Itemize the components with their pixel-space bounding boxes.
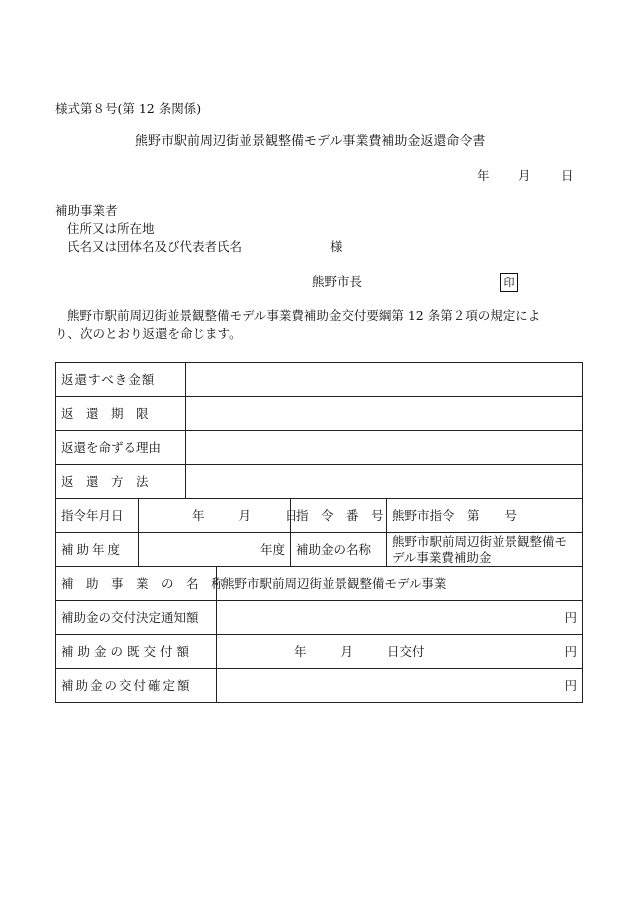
table-row xyxy=(56,363,583,397)
reason-label: 返還を命ずる理由 xyxy=(56,431,186,465)
confirmed-amount-value xyxy=(217,669,583,703)
subsidy-name-label: 補助金の名称 xyxy=(291,533,387,567)
form-number: 様式第８号(第 12 条関係) xyxy=(55,101,202,116)
paid-month: 月 xyxy=(340,643,353,659)
yen-unit: 円 xyxy=(564,609,578,625)
order-number-label: 指 令 番 号 xyxy=(291,499,387,533)
paid-day-issued: 日交付 xyxy=(386,643,425,659)
body-text-line2: り、次のとおり返還を命じます。 xyxy=(55,326,242,341)
project-name-value: 熊野市駅前周辺街並景観整備モデル事業 xyxy=(217,567,583,601)
body-text-line1: 熊野市駅前周辺街並景観整備モデル事業費補助金交付要綱第 12 条第２項の規定によ xyxy=(67,308,541,323)
method-label: 返 還 方 法 xyxy=(56,465,186,499)
order-date-year: 年 xyxy=(191,507,205,523)
notified-amount-value xyxy=(217,601,583,635)
yen-unit: 円 xyxy=(564,643,578,659)
date-year: 年 xyxy=(477,168,490,183)
fiscal-year-value xyxy=(139,533,291,567)
date-month: 月 xyxy=(518,168,531,183)
amount-label: 返還すべき金額 xyxy=(56,363,186,397)
document-title: 熊野市駅前周辺街並景観整備モデル事業費補助金返還命令書 xyxy=(135,134,486,149)
paid-year: 年 xyxy=(294,643,307,659)
table-row xyxy=(56,601,583,635)
table-row xyxy=(56,397,583,431)
table-row xyxy=(56,465,583,499)
fiscal-year-suffix: 年度 xyxy=(260,541,286,557)
paid-date xyxy=(222,644,424,660)
subsidy-name-value: 熊野市駅前周辺街並景観整備モデル事業費補助金 xyxy=(387,533,583,567)
order-number-value: 熊野市指令 第 号 xyxy=(387,499,583,533)
table-row xyxy=(56,431,583,465)
deadline-value xyxy=(186,397,583,431)
table-row xyxy=(56,499,583,533)
order-date-day: 日 xyxy=(284,507,298,523)
addressee-honorific: 様 xyxy=(330,239,343,254)
table-row xyxy=(56,635,583,669)
project-name-label: 補 助 事 業 の 名 称 xyxy=(56,567,217,601)
table-row xyxy=(56,669,583,703)
date-day: 日 xyxy=(561,168,574,183)
addressee-label: 補助事業者 xyxy=(55,203,118,218)
notified-amount-label: 補助金の交付決定通知額 xyxy=(56,601,217,635)
yen-unit: 円 xyxy=(564,677,578,693)
order-date-label: 指令年月日 xyxy=(56,499,139,533)
addressee-address: 住所又は所在地 xyxy=(67,221,155,236)
paid-amount-label: 補助金の既交付額 xyxy=(56,635,217,669)
addressee-name: 氏名又は団体名及び代表者氏名 xyxy=(67,239,243,254)
issuer-title: 熊野市長 xyxy=(312,274,363,289)
table-row xyxy=(56,567,583,601)
confirmed-amount-label: 補助金の交付確定額 xyxy=(56,669,217,703)
method-value xyxy=(186,465,583,499)
fiscal-year-label: 補助年度 xyxy=(56,533,139,567)
seal-mark: 印 xyxy=(500,273,518,292)
table-row xyxy=(56,533,583,567)
order-date-value xyxy=(139,499,298,533)
amount-value xyxy=(186,363,583,397)
return-order-table xyxy=(55,362,583,703)
paid-amount-value xyxy=(217,635,583,669)
order-date-month: 月 xyxy=(238,507,251,523)
deadline-label: 返 還 期 限 xyxy=(56,397,186,431)
reason-value xyxy=(186,431,583,465)
